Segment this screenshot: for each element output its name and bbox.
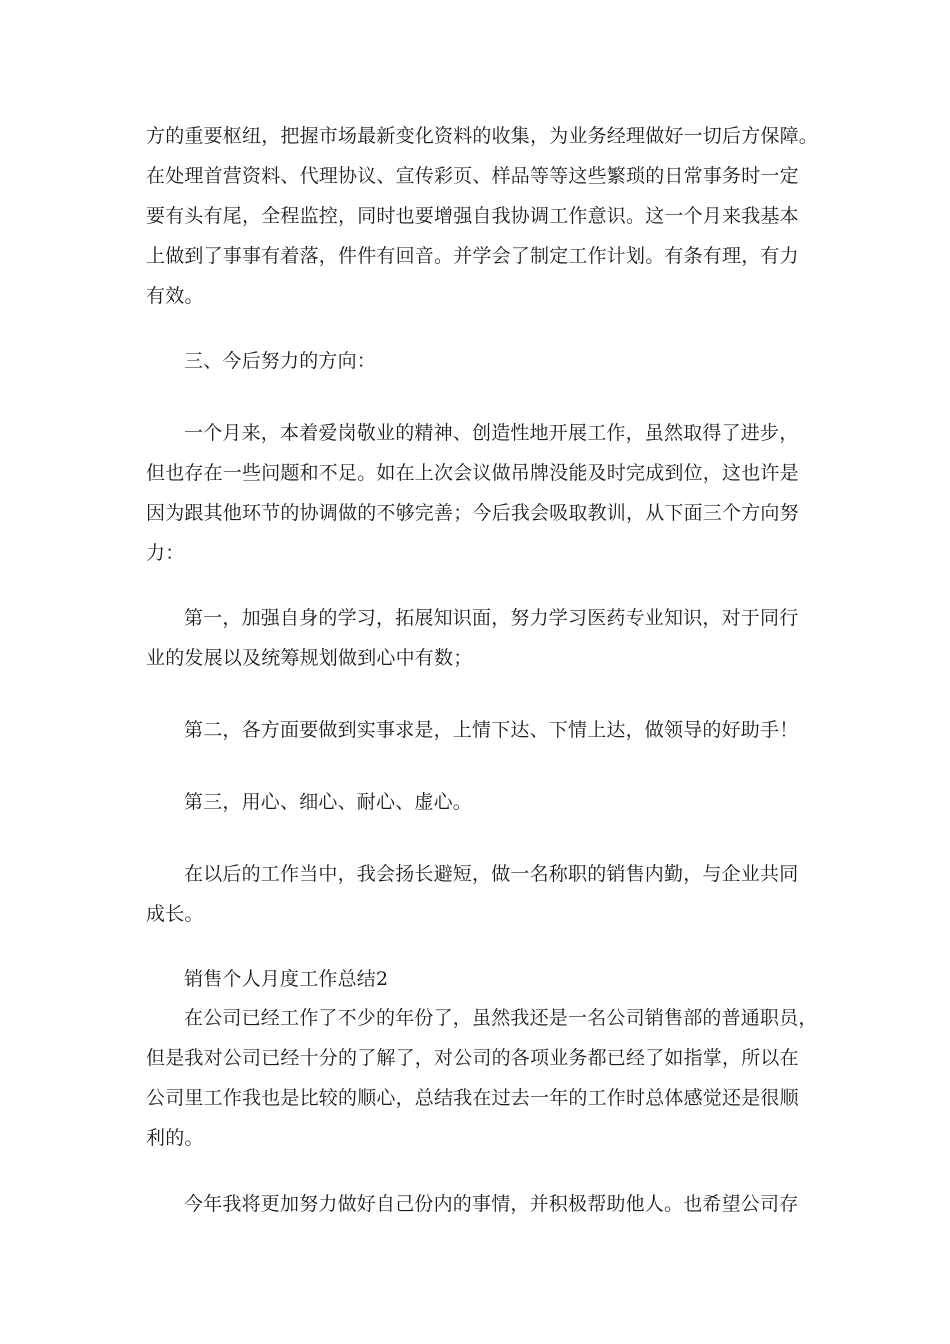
paragraph-line: 但也存在一些问题和不足。如在上次会议做吊牌没能及时完成到位，这也许是 bbox=[146, 462, 799, 484]
paragraph-line: 要有头有尾，全程监控，同时也要增强自我协调工作意识。这一个月来我基本 bbox=[146, 205, 799, 227]
paragraph-line: 方的重要枢纽，把握市场最新变化资料的收集，为业务经理做好一切后方保障。 bbox=[146, 125, 819, 147]
paragraph-line: 第一，加强自身的学习，拓展知识面，努力学习医药专业知识，对于同行 bbox=[184, 607, 799, 629]
paragraph-line: 有效。 bbox=[146, 285, 204, 307]
paragraph-line: 今年我将更加努力做好自己份内的事情，并积极帮助他人。也希望公司存 bbox=[184, 1193, 799, 1215]
paragraph-line: 第三，用心、细心、耐心、虚心。 bbox=[184, 791, 473, 813]
paragraph-line: 因为跟其他环节的协调做的不够完善；今后我会吸取教训，从下面三个方向努 bbox=[146, 502, 799, 524]
section-title: 销售个人月度工作总结2 bbox=[184, 968, 389, 990]
paragraph-line: 成长。 bbox=[146, 903, 204, 925]
paragraph-line: 第二，各方面要做到实事求是，上情下达、下情上达，做领导的好助手！ bbox=[184, 719, 799, 741]
paragraph-line: 在公司已经工作了不少的年份了，虽然我还是一名公司销售部的普通职员， bbox=[184, 1007, 818, 1029]
paragraph-line: 在以后的工作当中，我会扬长避短，做一名称职的销售内勤，与企业共同 bbox=[184, 863, 799, 885]
paragraph-line: 利的。 bbox=[146, 1127, 204, 1149]
paragraph-line: 但是我对公司已经十分的了解了，对公司的各项业务都已经了如指掌，所以在 bbox=[146, 1047, 799, 1069]
paragraph-line: 力： bbox=[146, 542, 185, 564]
paragraph-line: 在处理首营资料、代理协议、宣传彩页、样品等等这些繁琐的日常事务时一定 bbox=[146, 165, 799, 187]
paragraph-line: 公司里工作我也是比较的顺心，总结我在过去一年的工作时总体感觉还是很顺 bbox=[146, 1087, 799, 1109]
section-heading: 三、今后努力的方向： bbox=[184, 350, 377, 372]
paragraph-line: 上做到了事事有着落，件件有回音。并学会了制定工作计划。有条有理，有力 bbox=[146, 245, 799, 267]
paragraph-line: 一个月来，本着爱岗敬业的精神、创造性地开展工作，虽然取得了进步， bbox=[184, 422, 799, 444]
paragraph-line: 业的发展以及统筹规划做到心中有数； bbox=[146, 647, 473, 669]
